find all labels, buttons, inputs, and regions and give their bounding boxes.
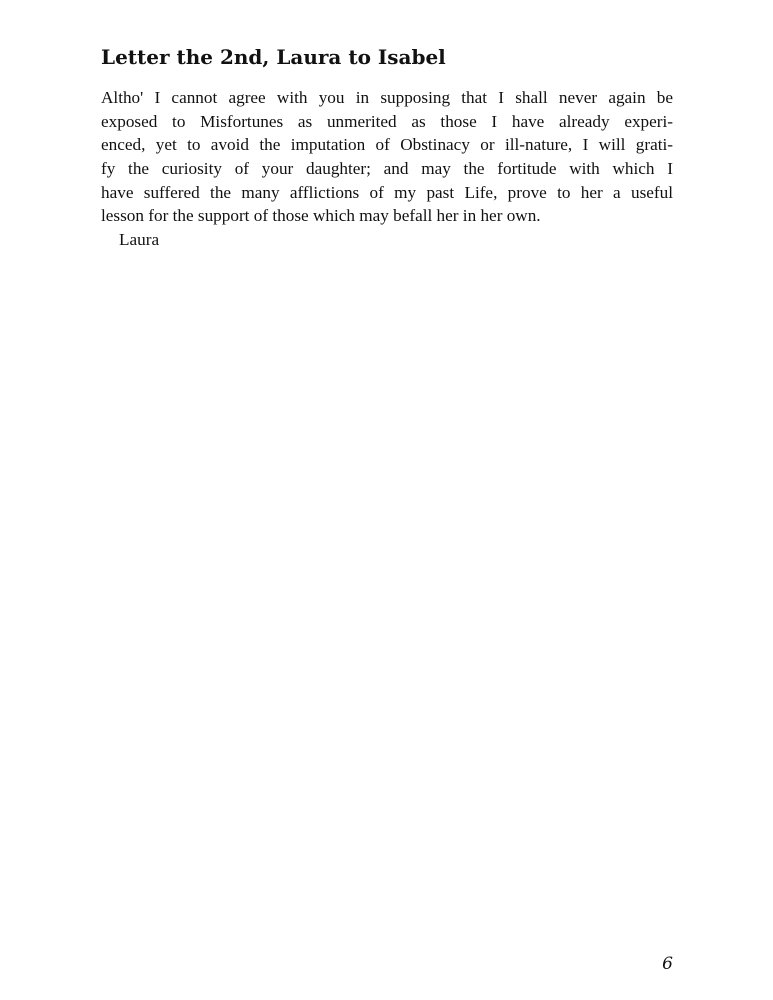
letter-heading: Letter the 2nd, Laura to Isabel — [101, 45, 446, 69]
body-line: fy the curiosity of your daughter; and may the fortitude with which I — [101, 159, 673, 179]
body-line: Altho' I cannot agree with you in supposing that I shall never again be — [101, 88, 673, 107]
document-page — [101, 0, 673, 1000]
letter-signature: Laura — [119, 230, 160, 249]
body-line: lesson for the support of those which may befall her in her own. — [101, 206, 541, 226]
letter-body — [101, 86, 673, 228]
body-line: have suffered the many afflictions of my past Life, prove to her a useful — [101, 182, 673, 202]
body-line: exposed to Misfortunes as unmerited as those I have already experi- — [101, 111, 673, 131]
body-line: enced, yet to avoid the imputation of Obstinacy or ill-nature, I will grati- — [101, 135, 673, 155]
page-number: 6 — [662, 954, 673, 974]
